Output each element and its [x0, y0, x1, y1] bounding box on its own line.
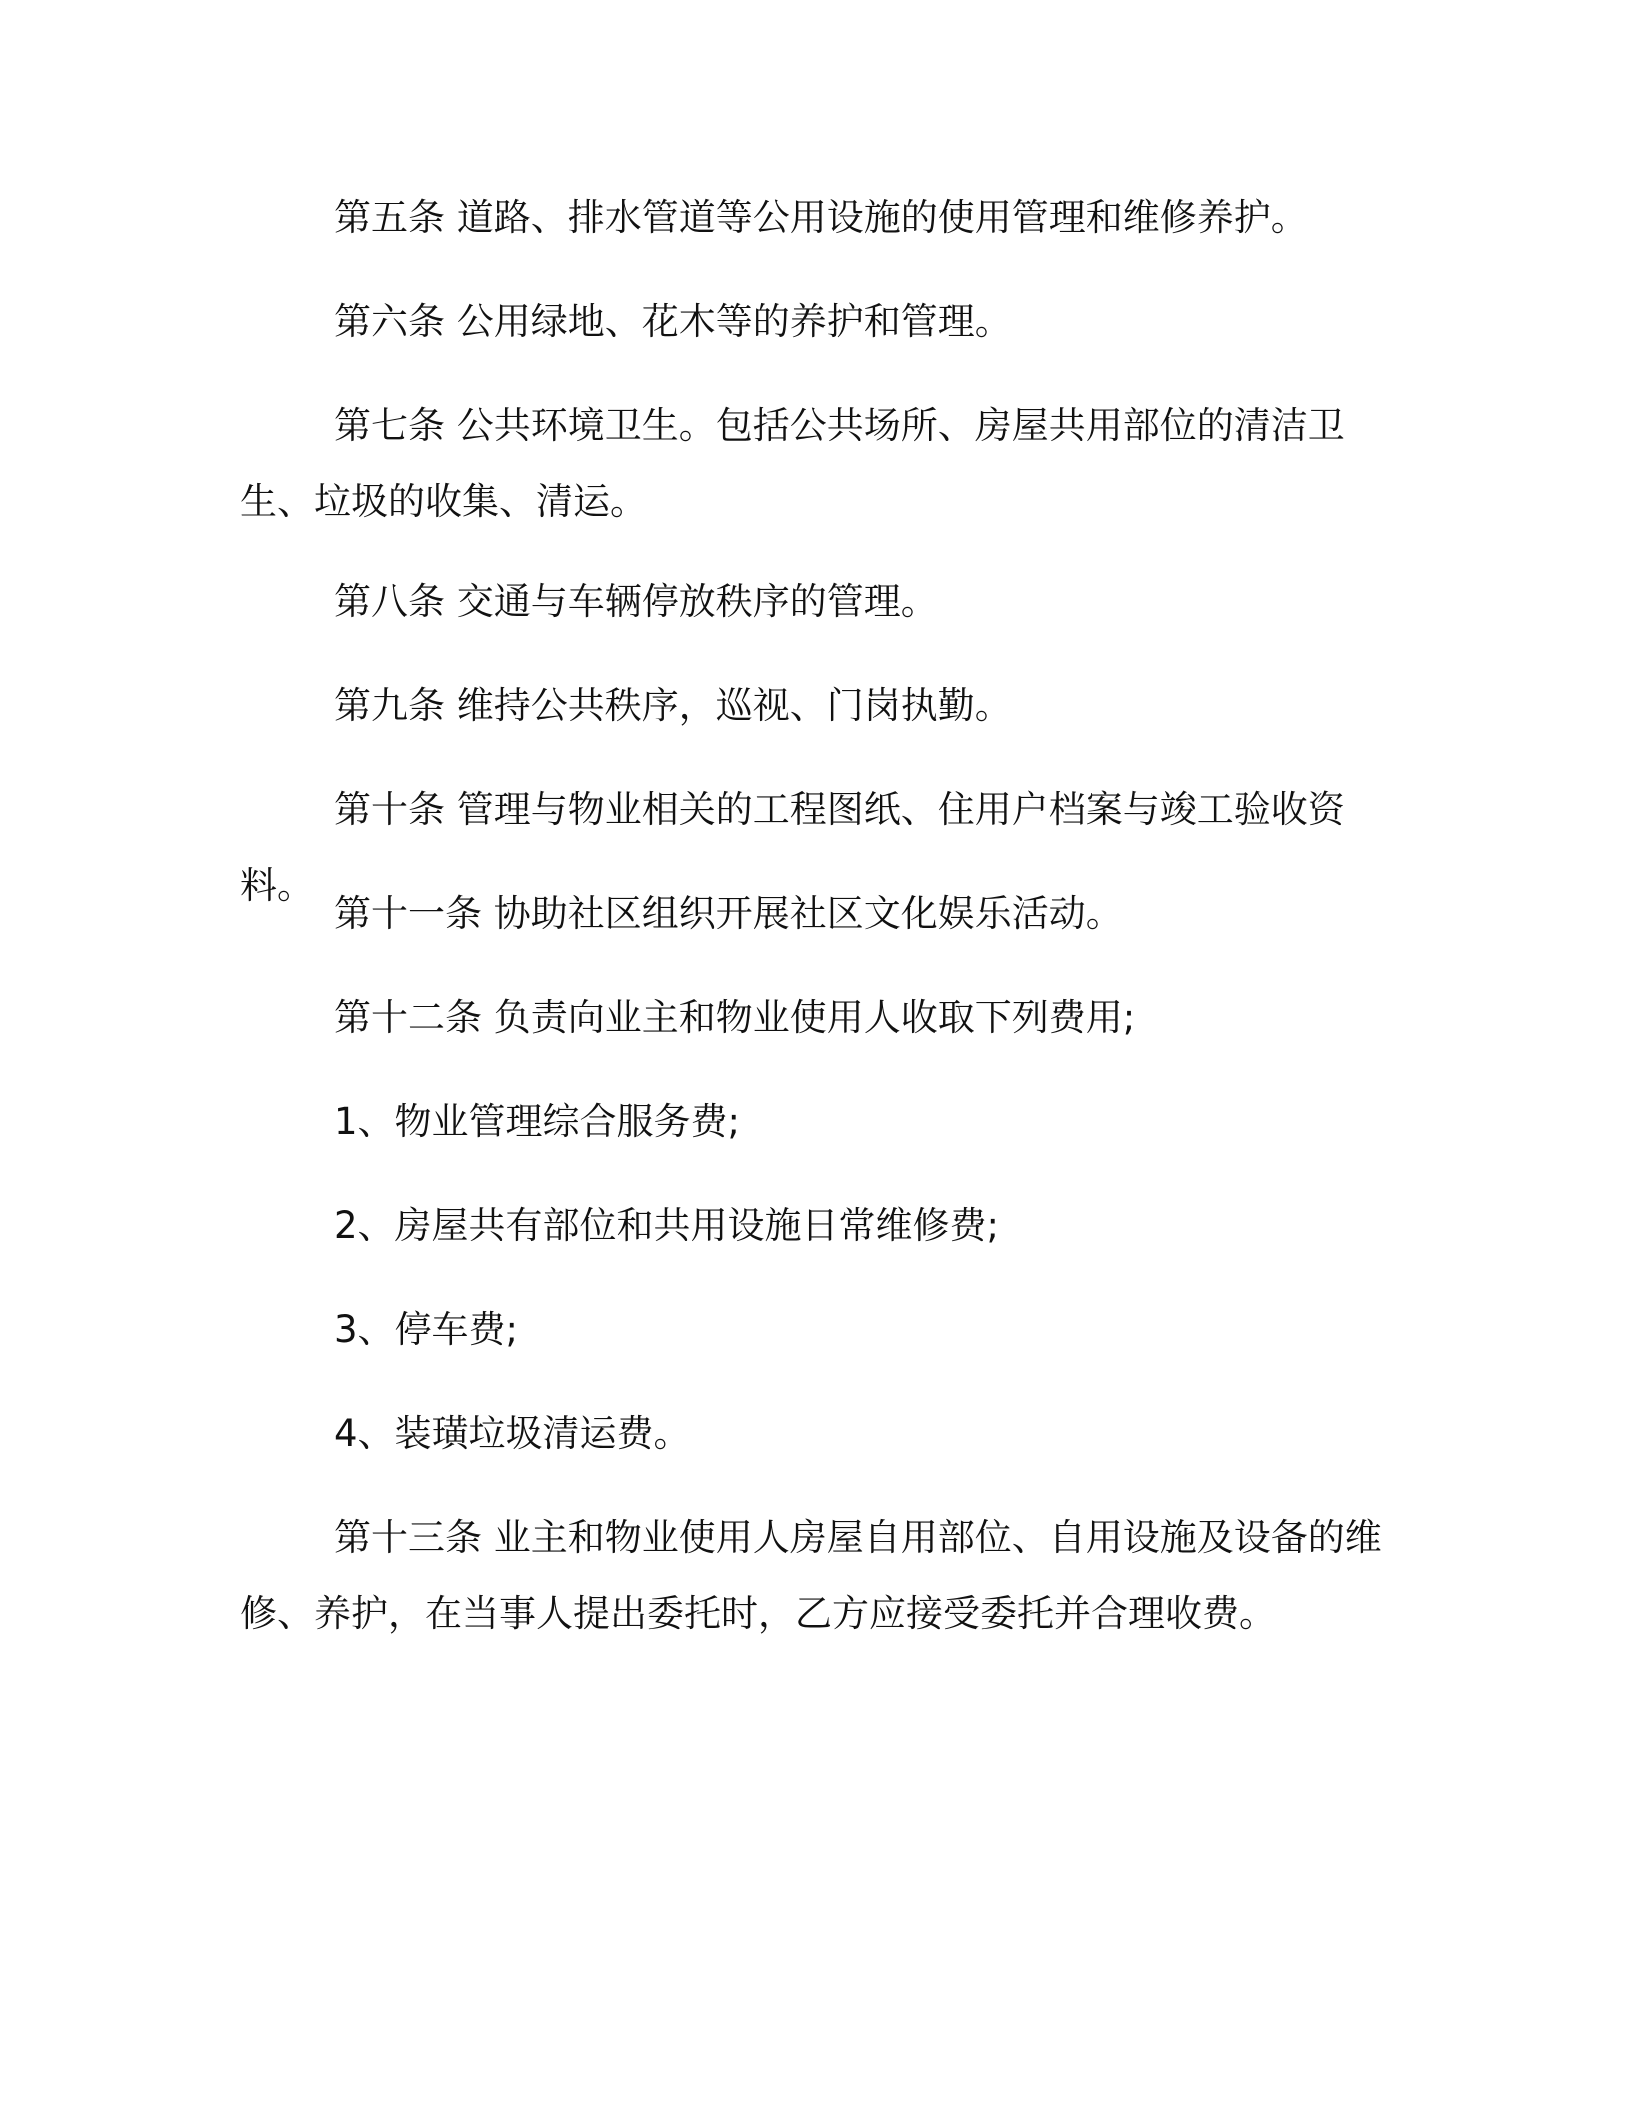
article-13-paragraph: 第十三条 业主和物业使用人房屋自用部位、自用设施及设备的维修、养护，在当事人提出委托时，乙方应接受委托并合理收费。 [240, 1516, 1382, 1635]
article-10-paragraph: 第十条 管理与物业相关的工程图纸、住用户档案与竣工验收资料。 [240, 788, 1345, 907]
fee-item-3: 3、停车费; [334, 1308, 519, 1351]
article-9-paragraph: 第九条 维持公共秩序，巡视、门岗执勤。 [334, 684, 1012, 727]
article-12-paragraph: 第十二条 负责向业主和物业使用人收取下列费用; [334, 996, 1136, 1039]
fee-item-1: 1、物业管理综合服务费; [334, 1100, 741, 1143]
article-6-paragraph: 第六条 公用绿地、花木等的养护和管理。 [334, 300, 1012, 343]
fee-item-4: 4、装璜垃圾清运费。 [334, 1412, 691, 1455]
article-8-paragraph: 第八条 交通与车辆停放秩序的管理。 [334, 580, 938, 623]
fee-item-2: 2、房屋共有部位和共用设施日常维修费; [334, 1204, 1000, 1247]
article-5-paragraph: 第五条 道路、排水管道等公用设施的使用管理和维修养护。 [334, 196, 1308, 239]
article-7-paragraph: 第七条 公共环境卫生。包括公共场所、房屋共用部位的清洁卫生、垃圾的收集、清运。 [240, 404, 1345, 523]
article-11-paragraph: 第十一条 协助社区组织开展社区文化娱乐活动。 [334, 892, 1123, 935]
